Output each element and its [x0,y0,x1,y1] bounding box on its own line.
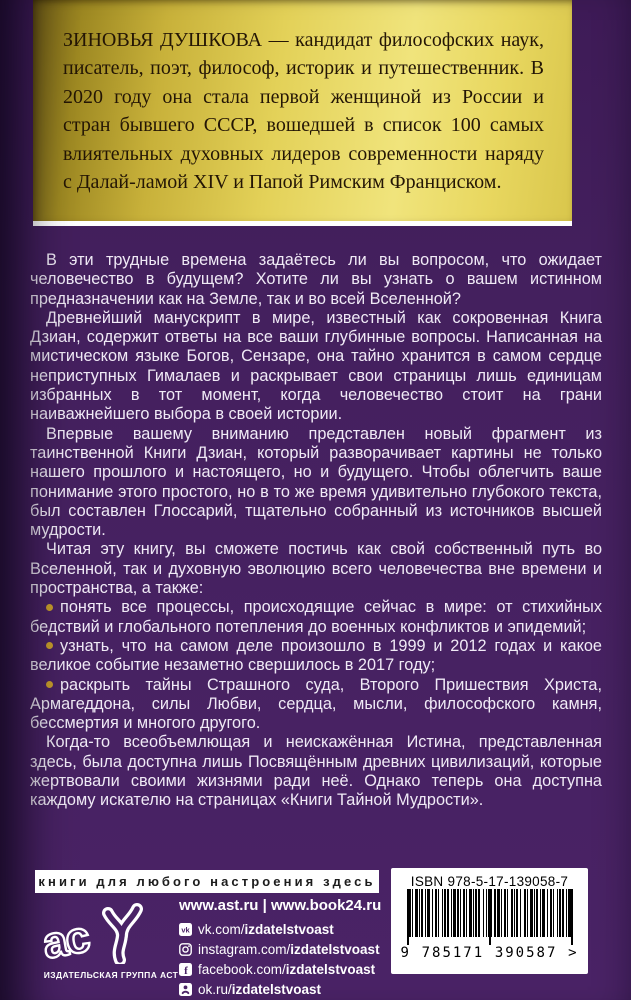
barcode [401,889,579,945]
annotation-bullet [30,637,602,676]
isbn-digits: 9 785171 390587 > [400,945,579,961]
ast-logo-letters: ас [39,912,92,964]
facebook-icon [179,963,192,976]
publisher-caption: ИЗДАТЕЛЬСКАЯ ГРУППА АСТ [43,970,179,980]
annotation-paragraph: В эти трудные времена задаётесь ли вы вопросом, что ожидает человечество в будущем? Хотите ли вы узнать о вашем истинном предназначении как на Земле, так и во всей Вселенной? [30,251,602,308]
social-link-text: facebook.com/izdatelstvoast [198,962,376,977]
ok-icon [179,983,192,996]
social-link-text: vk.com/izdatelstvoast [198,922,334,937]
publisher-logo-block [25,898,197,980]
isbn-block [391,868,588,974]
ast-logo-icon [36,898,186,964]
bullet-text: понять все процессы, происходящие сейчас в мире: от стихийных бедствий и глобального потепления до военных конфликтов и эпидемий; [30,598,602,636]
social-link-vk [179,922,381,937]
social-link-instagram [179,942,381,957]
annotation-paragraph: Древнейший манускрипт в мире, известный как сокровенная Книга Дзиан, содержит ответы на все ваши глубинные вопросы. Написанная на мистическом языке Богов, Сензаре, она тайно хранится в самом сердце неприступных Гималаев и раскрывает свои страницы лишь единицам избранных в тот момент, когда человечество стоит на грани наиважнейшего выбора в своей истории. [30,308,602,424]
instagram-icon [179,943,192,956]
social-link-facebook [179,962,381,977]
bullet-text: узнать, что на самом деле произошло в 1999 и 2012 годах и какое великое событие незаметно свершилось в 2017 году; [30,636,602,675]
slogan-banner [35,870,379,893]
websites-text: www.ast.ru | www.book24.ru [179,897,382,914]
svg-text:f: f [184,965,188,976]
isbn-label: ISBN 978-5-17-139058-7 [410,874,569,889]
annotation-paragraph: Читая эту книгу, вы сможете постичь как свой собственный путь во Вселенной, так и духовную эволюцию всего человечества вне времени и пространства, а также: [30,540,602,598]
bullet-icon [46,681,53,688]
social-link-text: instagram.com/izdatelstvoast [198,942,380,957]
annotation-bullet [30,598,602,637]
annotation-paragraph: Впервые вашему вниманию представлен новый фрагмент из таинственной Книги Дзиан, который разворачивает картины не только нашего прошлого и настоящего, но и будущего. Чтобы облегчить ваше понимание этого простого, но в то же время удивительно глубокого текста, был составлен Глоссарий, тщательно собранный из источников высшей мудрости. [30,424,602,540]
links-block [179,897,381,1000]
annotation-bullet [30,676,602,734]
author-bio-text: ЗИНОВЬЯ ДУШКОВА — кандидат философских наук, писатель, поэт, философ, историк и путешественник. В 2020 году она стала первой женщиной из России и стран бывшего СССР, вошедшей в список 100 самых влиятельных духовных лидеров современности наряду с Далай-ламой XIV и Папой Римским Франциском. [63,29,544,194]
slogan-text: книги для любого настроения здесь [38,874,376,889]
svg-text:vk: vk [181,925,190,935]
bullet-icon [46,642,53,649]
bullet-icon [46,604,53,611]
annotation-closing-paragraph: Когда-то всеобъемлющая и неискажённая Истина, представленная здесь, была доступна лишь Посвящённым древних цивилизаций, которые жертвовали своими жизнями ради неё. Однако теперь она доступна каждому искателю на страницах «Книги Тайной Мудрости». [30,733,602,810]
bullet-text: раскрыть тайны Страшного суда, Второго Пришествия Христа, Армагеддона, силы Любви, сердца, мысли, философского камня, бессмертия и многого другого. [30,675,602,733]
social-link-text: ok.ru/izdatelstvoast [198,982,322,997]
vk-icon [179,923,192,936]
author-bio-box [33,0,572,226]
annotation-text [30,251,602,811]
social-link-ok [179,982,381,997]
